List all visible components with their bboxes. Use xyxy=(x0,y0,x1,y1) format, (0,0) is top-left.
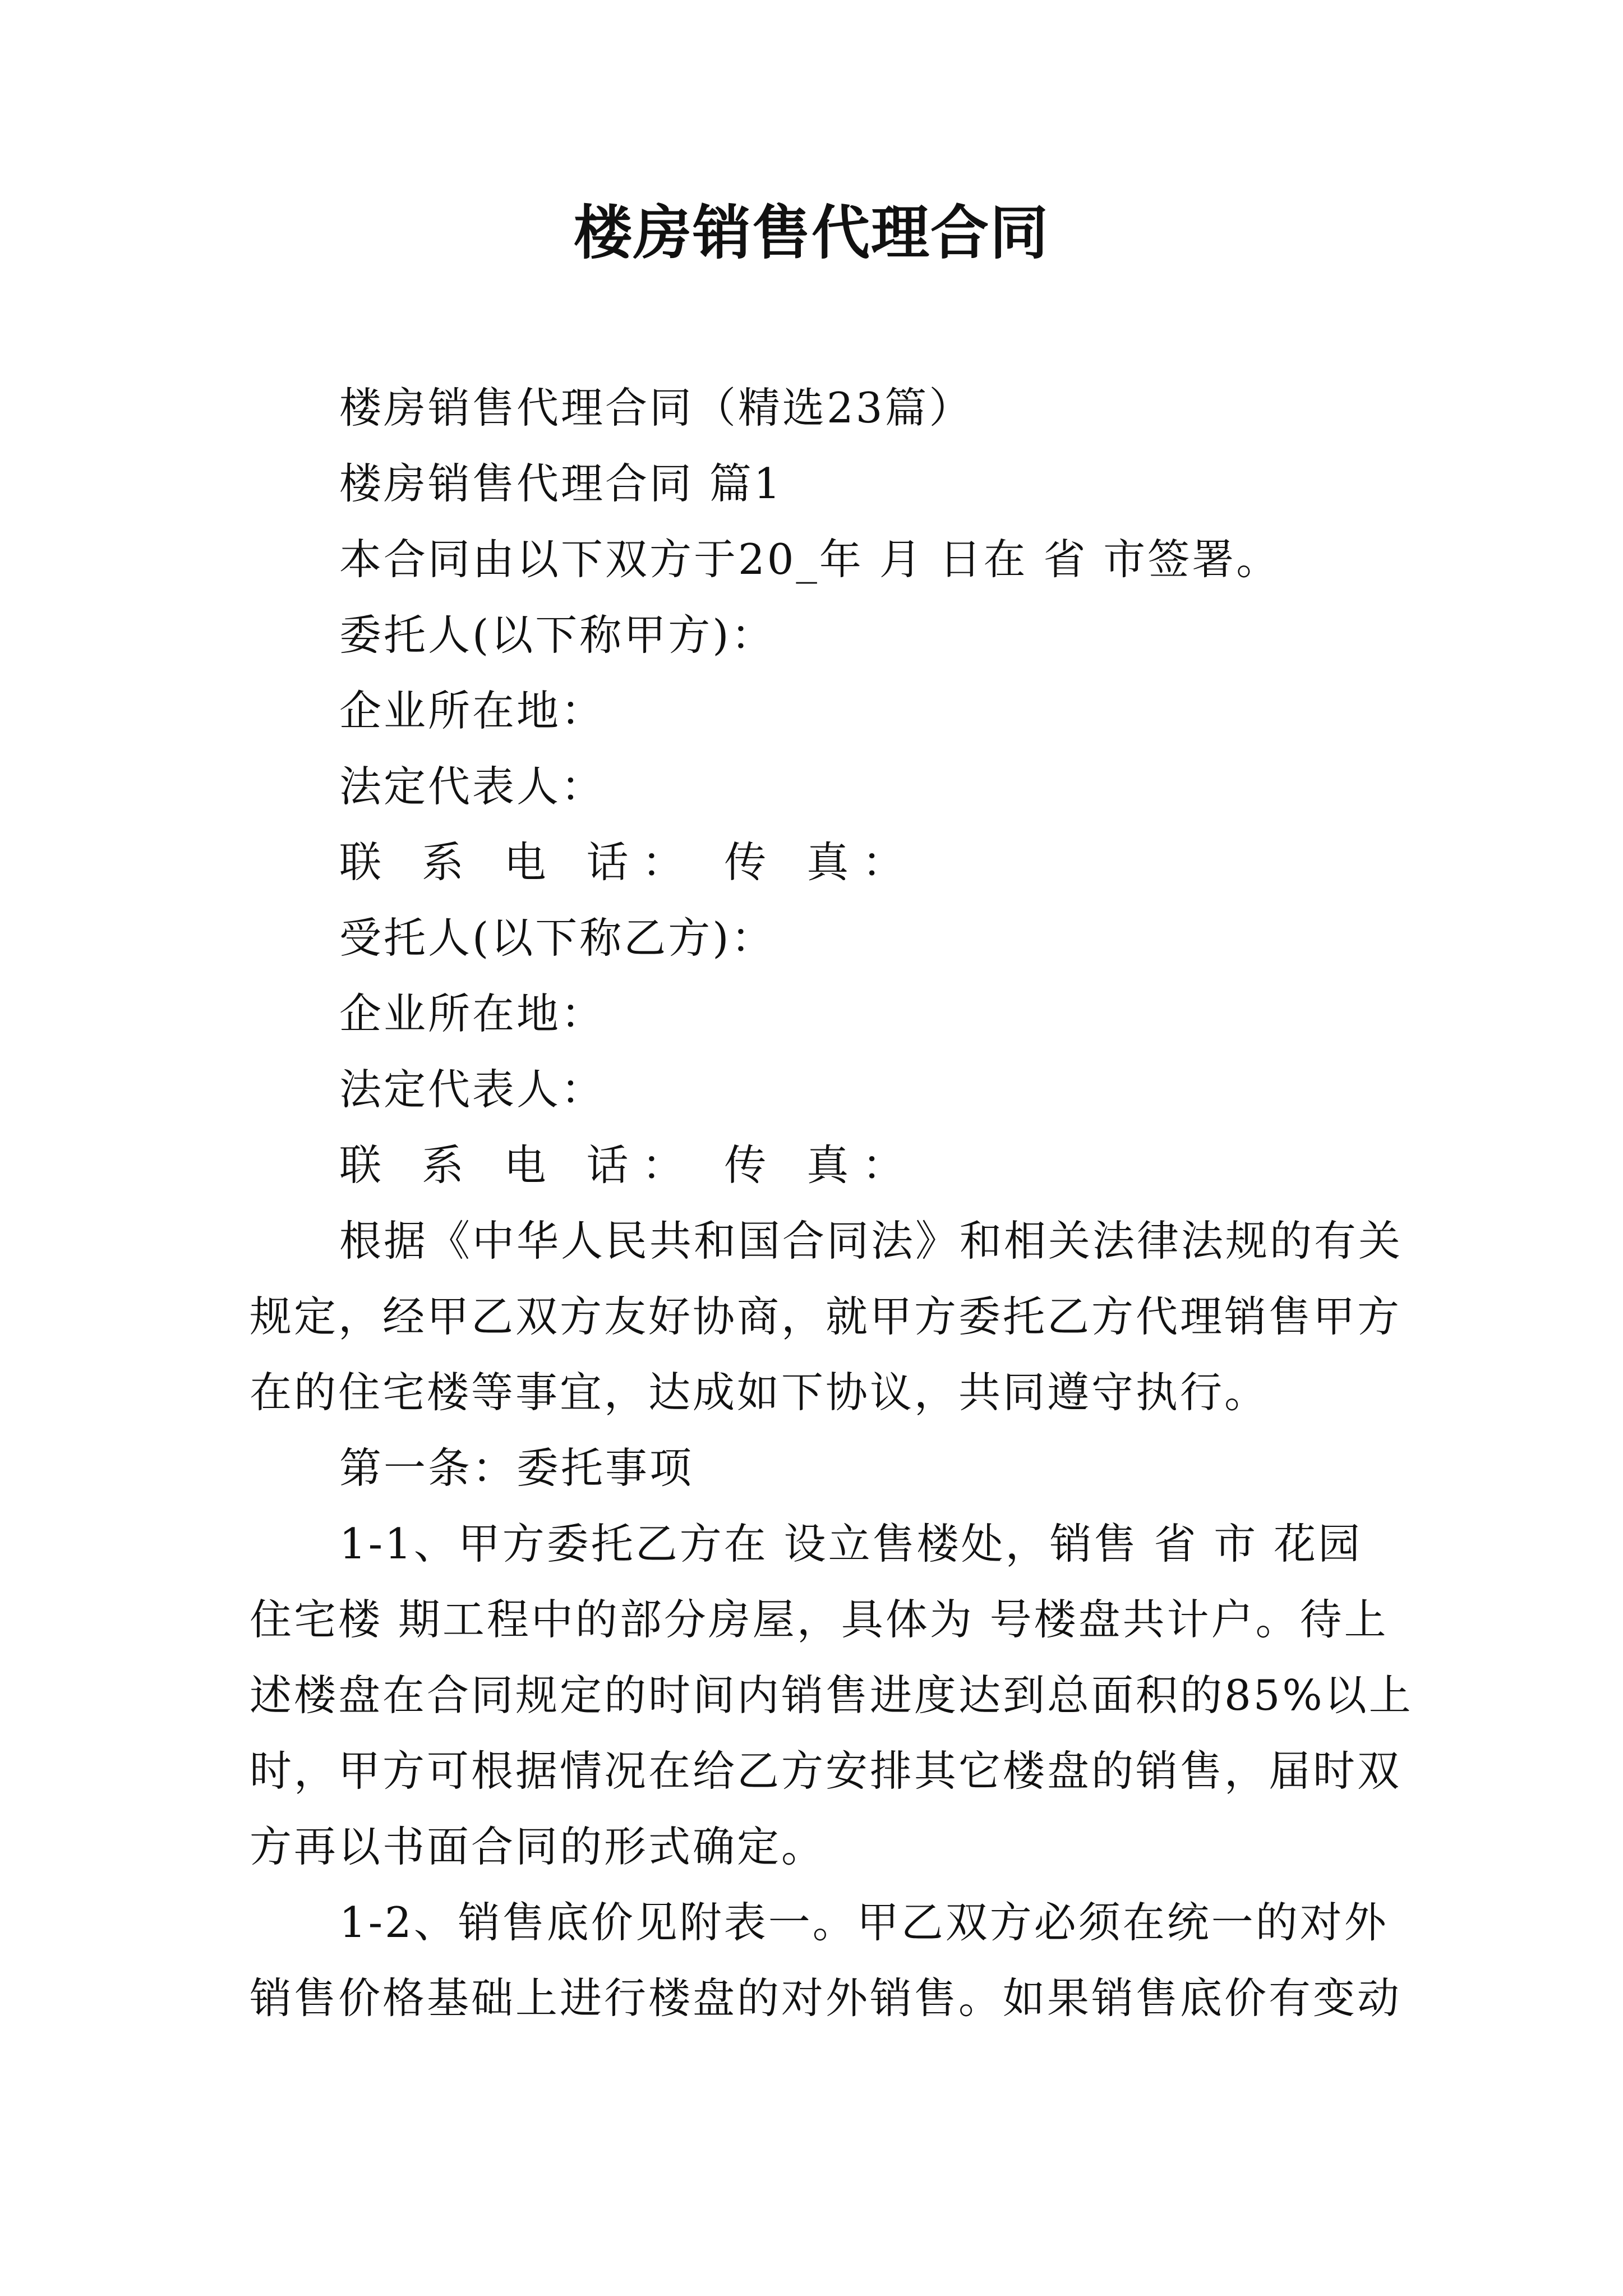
text-line: 委托人(以下称甲方)： xyxy=(339,610,776,660)
text-line: 企业所在地： xyxy=(339,989,606,1038)
text-line: 根据《中华人民共和国合同法》和相关法律法规的有关 xyxy=(339,1216,1403,1266)
document-title: 楼房销售代理合同 xyxy=(573,198,1049,267)
text-line: 1-1、甲方委托乙方在 设立售楼处，销售 省 市 花园 xyxy=(339,1519,1363,1568)
text-line: 楼房销售代理合同 篇1 xyxy=(339,459,783,508)
text-line: 述楼盘在合同规定的时间内销售进度达到总面积的85%以上 xyxy=(250,1671,1413,1720)
text-line: 时，甲方可根据情况在给乙方安排其它楼盘的销售，届时双 xyxy=(250,1746,1402,1796)
text-line: 法定代表人： xyxy=(339,762,606,811)
text-line: 楼房销售代理合同（精选23篇） xyxy=(339,383,974,432)
text-line: 法定代表人： xyxy=(339,1065,606,1114)
text-line: 受托人(以下称乙方)： xyxy=(339,913,776,963)
text-line: 企业所在地： xyxy=(339,686,606,735)
text-line: 1-2、销售底价见附表一。甲乙双方必须在统一的对外 xyxy=(339,1898,1389,1947)
text-line: 联 系 电 话： 传 真： xyxy=(339,838,918,887)
text-line: 方再以书面合同的形式确定。 xyxy=(250,1822,826,1871)
text-line: 联 系 电 话： 传 真： xyxy=(339,1140,918,1190)
text-line: 销售价格基础上进行楼盘的对外销售。如果销售底价有变动 xyxy=(250,1973,1402,2023)
text-line: 规定，经甲乙双方友好协商，就甲方委托乙方代理销售甲方 xyxy=(250,1292,1402,1341)
text-line: 第一条：委托事项 xyxy=(339,1443,694,1493)
text-line: 本合同由以下双方于20_年 月 日在 省 市签署。 xyxy=(339,535,1281,584)
text-line: 在的住宅楼等事宜，达成如下协议，共同遵守执行。 xyxy=(250,1368,1269,1417)
text-line: 住宅楼 期工程中的部分房屋，具体为 号楼盘共计户。待上 xyxy=(250,1595,1389,1644)
